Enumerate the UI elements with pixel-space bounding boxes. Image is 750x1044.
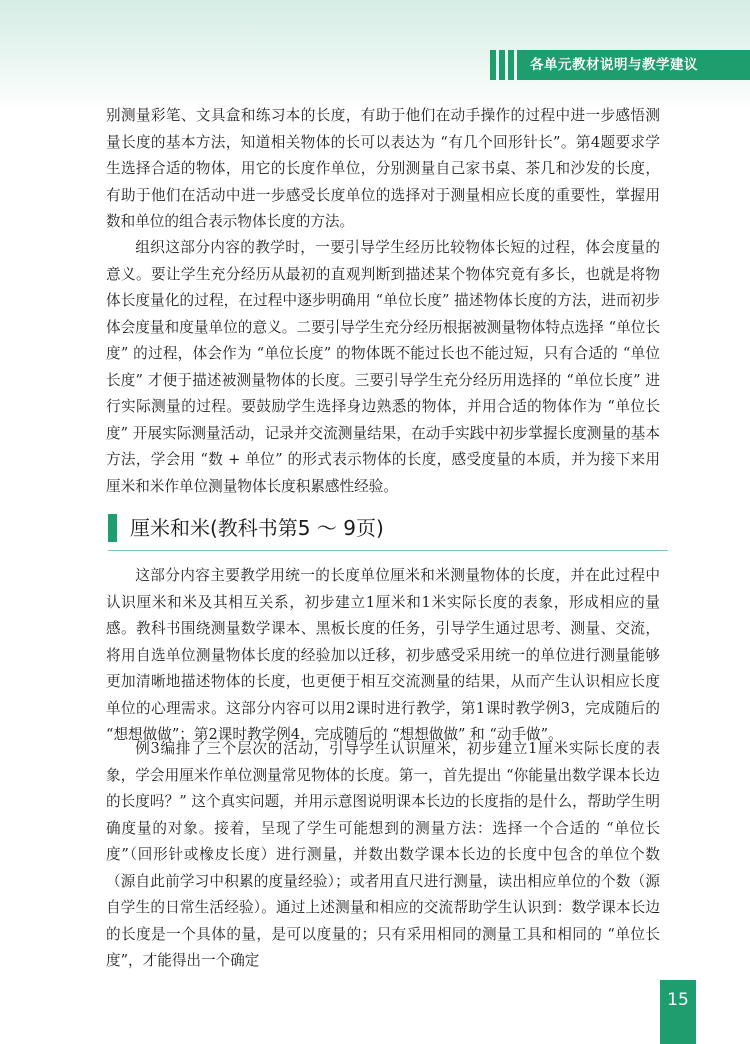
section-title: 厘米和米(教科书第5 ～ 9页) (130, 516, 384, 540)
body-paragraph: 这部分内容主要教学用统一的长度单位厘米和米测量物体的长度，并在此过程中认识厘米和米及其相互关系，初步建立1厘米和1米实际长度的表象，形成相应的量感。教科书围绕测量数学课本、黑板长度的任务，引导学生通过思考、测量、交流，将用自选单位测量物体长度的经验加以迁移，初步感受采用统一的单位进行测量能够更加清晰地描述物体的长度，也更便于相互交流测量的结果，从而产生认识相应长度单位的心理需求。这部分内容可以用2课时进行教学，第1课时教学例3，完成随后的 “想想做做”；第2课时教学例4，完成随后的 “想想做做” 和 “动手做”。 (106, 567, 660, 743)
section-heading-bar (108, 514, 117, 542)
body-paragraph: 别测量彩笔、文具盒和练习本的长度，有助于他们在动手操作的过程中进一步感悟测量长度的基本方法，知道相关物体的长可以表达为 “有几个回形针长”。第4题要求学生选择合适的物体，用它的长度作单位，分别测量自己家书桌、茶几和沙发的长度，有助于他们在活动中进一步感受长度单位的选择对于测量相应长度的重要性，掌握用数和单位的组合表示物体长度的方法。 (106, 107, 660, 230)
body-paragraph: 组织这部分内容的教学时，一要引导学生经历比较物体长短的过程，体会度量的意义。要让学生充分经历从最初的直观判断到描述某个物体究竟有多长，也就是将物体长度量化的过程，在过程中逐步明确用 “单位长度” 描述物体长度的方法，进而初步体会度量和度量单位的意义。二要引导学生充分经历根据被测量物体特点选择 “单位长度” 的过程，体会作为 “单位长度” 的物体既不能过长也不能过短，只有合适的 “单位长度” 才便于描述被测量物体的长度。三要引导学生充分经历用选择的 “单位长度” 进行实际测量的过程。要鼓励学生选择身边熟悉的物体，并用合适的物体作为 “单位长度” 开展实际测量活动，记录并交流测量结果，在动手实践中初步掌握长度测量的基本方法，学会用 “数 + 单位” 的形式表示物体的长度，感受度量的本质，并为接下来用厘米和米作单位测量物体长度积累感性经验。 (106, 239, 660, 495)
body-paragraph: 例3编排了三个层次的活动，引导学生认识厘米，初步建立1厘米实际长度的表象，学会用厘米作单位测量常见物体的长度。第一，首先提出 “你能量出数学课本长边的长度吗？” 这个真实问题，并用示意图说明课本长边的长度指的是什么，帮助学生明确度量的对象。接着，呈现了学生可能想到的测量方法：选择一个合适的 “单位长度”（回形针或橡皮长度）进行测量，并数出数学课本长边的长度中包含的单位个数（源自此前学习中积累的度量经验）；或者用直尺进行测量，读出相应单位的个数（源自学生的日常生活经验）。通过上述测量和相应的交流帮助学生认识到：数学课本长边的长度是一个具体的量，是可以度量的；只有采用相同的测量工具和相同的 “单位长度”，才能得出一个确定 (106, 740, 660, 969)
section-heading (108, 512, 668, 544)
section-divider (108, 550, 668, 551)
page-number: 15 (660, 980, 696, 1044)
running-header: 各单元教材说明与教学建议 (518, 50, 750, 80)
